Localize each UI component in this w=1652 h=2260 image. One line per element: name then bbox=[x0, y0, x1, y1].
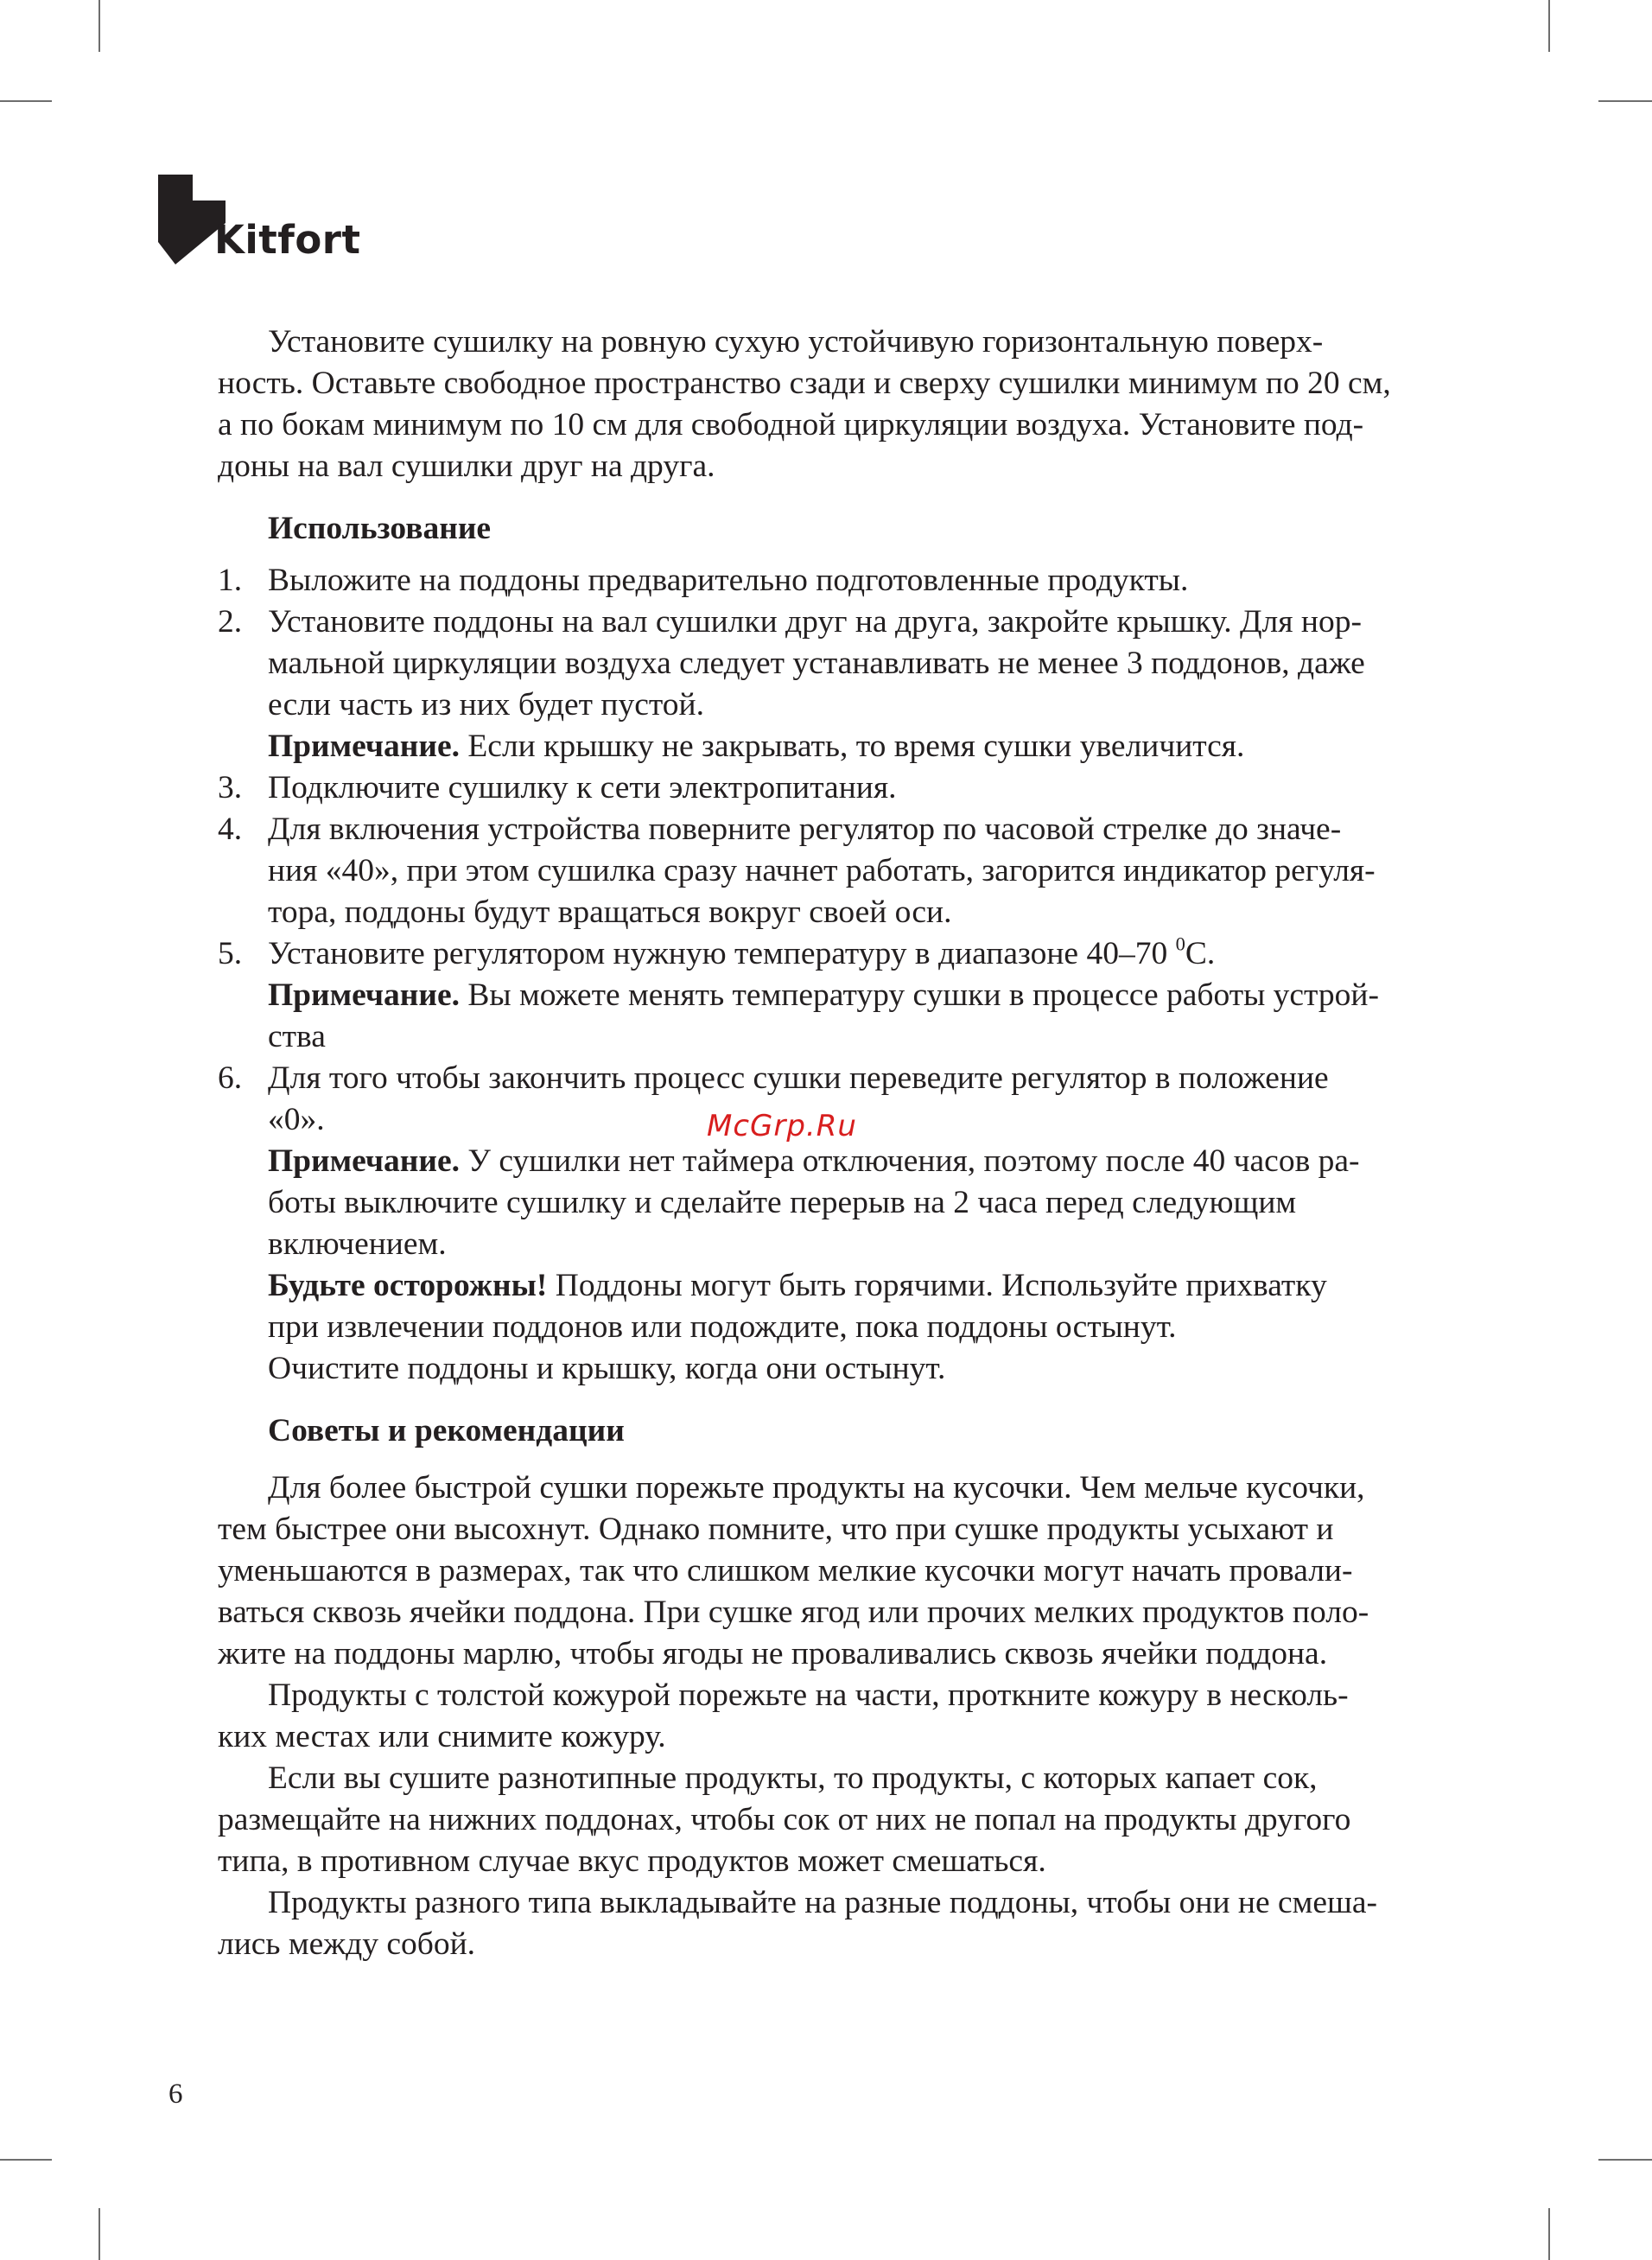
watermark: McGrp.Ru bbox=[707, 1109, 857, 1143]
crop-mark-top-right bbox=[1548, 0, 1550, 52]
list-item bbox=[218, 767, 1449, 809]
temp-unit: С. bbox=[1185, 936, 1216, 971]
tips-line: Продукты разного типа выкладывайте на разные поддоны, чтобы они не смеша- bbox=[268, 1885, 1378, 1920]
clean-note: Очистите поддоны и крышку, когда они остынут. bbox=[268, 1351, 946, 1386]
tips-line: Если вы сушите разнотипные продукты, то продукты, с которых капает сок, bbox=[268, 1760, 1318, 1796]
tips-line: лись между собой. bbox=[218, 1926, 476, 1962]
list-number: 3. bbox=[218, 770, 243, 805]
list-number: 1. bbox=[218, 563, 243, 598]
page-number: 6 bbox=[168, 2079, 183, 2110]
list-line: Для того чтобы закончить процесс сушки переведите регулятор в положение bbox=[268, 1060, 1329, 1096]
caution-label: Будьте осторожны! bbox=[268, 1268, 548, 1303]
crop-mark-bottom-right bbox=[1548, 2208, 1550, 2260]
crop-mark-bottom-left bbox=[98, 2208, 100, 2260]
page-content bbox=[218, 321, 1449, 1965]
note-text: У сушилки нет таймера отключения, поэтому после 40 часов ра- bbox=[460, 1143, 1360, 1179]
crop-mark-left-top bbox=[0, 100, 52, 102]
intro-line: а по бокам минимум по 10 см для свободной циркуляции воздуха. Установите под- bbox=[218, 407, 1364, 442]
note bbox=[268, 726, 1449, 767]
note-line: боты выключите сушилку и сделайте перерыв на 2 часа перед следующим bbox=[268, 1185, 1297, 1220]
crop-mark-right-bottom bbox=[1598, 2159, 1652, 2161]
note bbox=[268, 975, 1449, 1016]
tips-line: Продукты с толстой кожурой порежьте на части, проткните кожуру в несколь- bbox=[268, 1677, 1349, 1713]
note-label: Примечание. bbox=[268, 729, 461, 764]
list-line: Установите поддоны на вал сушилки друг на друга, закройте крышку. Для нор- bbox=[268, 604, 1362, 640]
note-label: Примечание. bbox=[268, 1143, 461, 1179]
intro-line: ность. Оставьте свободное пространство сзади и сверху сушилки минимум по 20 см, bbox=[218, 366, 1391, 401]
degree-sign: 0 bbox=[1175, 933, 1185, 955]
list-item bbox=[218, 1058, 1449, 1390]
intro-line: Установите сушилку на ровную сухую устойчивую горизонтальную поверх- bbox=[268, 324, 1324, 360]
list-line bbox=[268, 933, 1449, 975]
crop-mark-left-bottom bbox=[0, 2159, 52, 2161]
tips-line: уменьшаются в размерах, так что слишком мелкие кусочки могут начать провали- bbox=[218, 1553, 1353, 1588]
tips-heading: Советы и рекомендации bbox=[268, 1413, 625, 1448]
list-number: 4. bbox=[218, 812, 243, 847]
caution-text: Поддоны могут быть горячими. Используйте прихватку bbox=[547, 1268, 1327, 1303]
list-item bbox=[218, 602, 1449, 767]
list-item bbox=[218, 560, 1449, 602]
caution bbox=[268, 1265, 1449, 1307]
usage-heading: Использование bbox=[268, 511, 492, 546]
tips-line: типа, в противном случае вкус продуктов может смешаться. bbox=[218, 1843, 1046, 1879]
list-item bbox=[218, 809, 1449, 933]
list-line: «0». bbox=[268, 1102, 325, 1137]
tips-line: размещайте на нижних поддонах, чтобы сок от них не попал на продукты другого bbox=[218, 1802, 1351, 1837]
tips-line: жите на поддоны марлю, чтобы ягоды не проваливались сквозь ячейки поддона. bbox=[218, 1636, 1328, 1671]
list-line: Подключите сушилку к сети электропитания. bbox=[268, 770, 897, 805]
list-item bbox=[218, 933, 1449, 1058]
list-line: Выложите на поддоны предварительно подготовленные продукты. bbox=[268, 563, 1189, 598]
note-line: включением. bbox=[268, 1226, 447, 1262]
caution-line: при извлечении поддонов или подождите, пока поддоны остынут. bbox=[268, 1309, 1177, 1345]
brand-name: Kitfort bbox=[214, 217, 361, 263]
list-line: ния «40», при этом сушилка сразу начнет работать, загорится индикатор регуля- bbox=[268, 853, 1376, 888]
crop-mark-top-left bbox=[98, 0, 100, 52]
list-line: тора, поддоны будут вращаться вокруг своей оси. bbox=[268, 894, 952, 930]
intro-line: доны на вал сушилки друг на друга. bbox=[218, 449, 715, 484]
tips-line: тем быстрее они высохнут. Однако помните, что при сушке продукты усыхают и bbox=[218, 1512, 1334, 1547]
tips-line: Для более быстрой сушки порежьте продукты на кусочки. Чем мельче кусочки, bbox=[268, 1470, 1365, 1506]
tips-line: ких местах или снимите кожуру. bbox=[218, 1719, 666, 1754]
list-line: мальной циркуляции воздуха следует устанавливать не менее 3 поддонов, даже bbox=[268, 646, 1365, 681]
list-number: 2. bbox=[218, 604, 243, 640]
list-number: 5. bbox=[218, 936, 243, 971]
note bbox=[268, 1141, 1449, 1182]
tips-line: ваться сквозь ячейки поддона. При сушке ягод или прочих мелких продуктов поло- bbox=[218, 1595, 1369, 1630]
crop-mark-right-top bbox=[1598, 100, 1652, 102]
note-line: ства bbox=[268, 1019, 326, 1054]
note-label: Примечание. bbox=[268, 977, 461, 1013]
temp-text: Установите регулятором нужную температуру в диапазоне 40–70 bbox=[268, 936, 1176, 971]
list-line: Для включения устройства поверните регулятор по часовой стрелке до значе- bbox=[268, 812, 1342, 847]
list-line: если часть из них будет пустой. bbox=[268, 687, 704, 723]
list-number: 6. bbox=[218, 1060, 243, 1096]
note-text: Вы можете менять температуру сушки в процессе работы устрой- bbox=[460, 977, 1379, 1013]
note-text: Если крышку не закрывать, то время сушки увеличится. bbox=[460, 729, 1245, 764]
